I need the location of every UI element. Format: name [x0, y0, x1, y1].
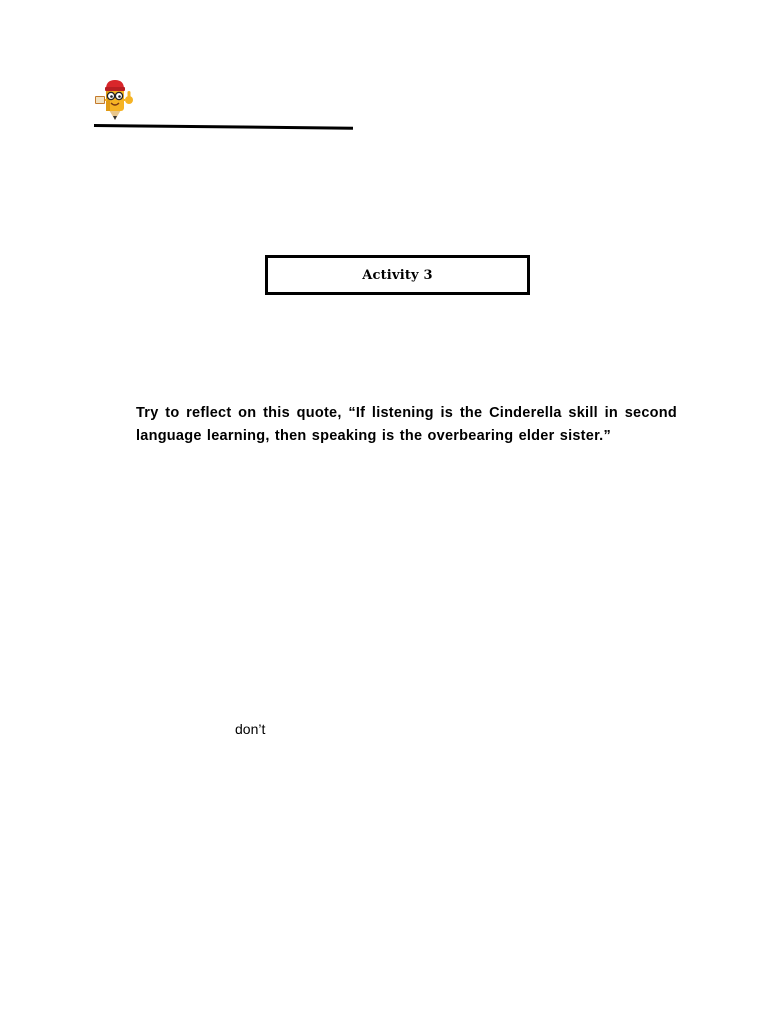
activity-title: Activity 3	[362, 267, 433, 283]
text-fragment: don’t	[235, 721, 266, 737]
reflection-prompt: Try to reflect on this quote, “If listening is the Cinderella skill in second language learning, then speaking is the overbearing elder sister.”	[136, 405, 677, 444]
activity-title-box	[265, 255, 530, 295]
pencil-mascot-icon	[92, 76, 138, 122]
header-rule	[94, 124, 353, 130]
